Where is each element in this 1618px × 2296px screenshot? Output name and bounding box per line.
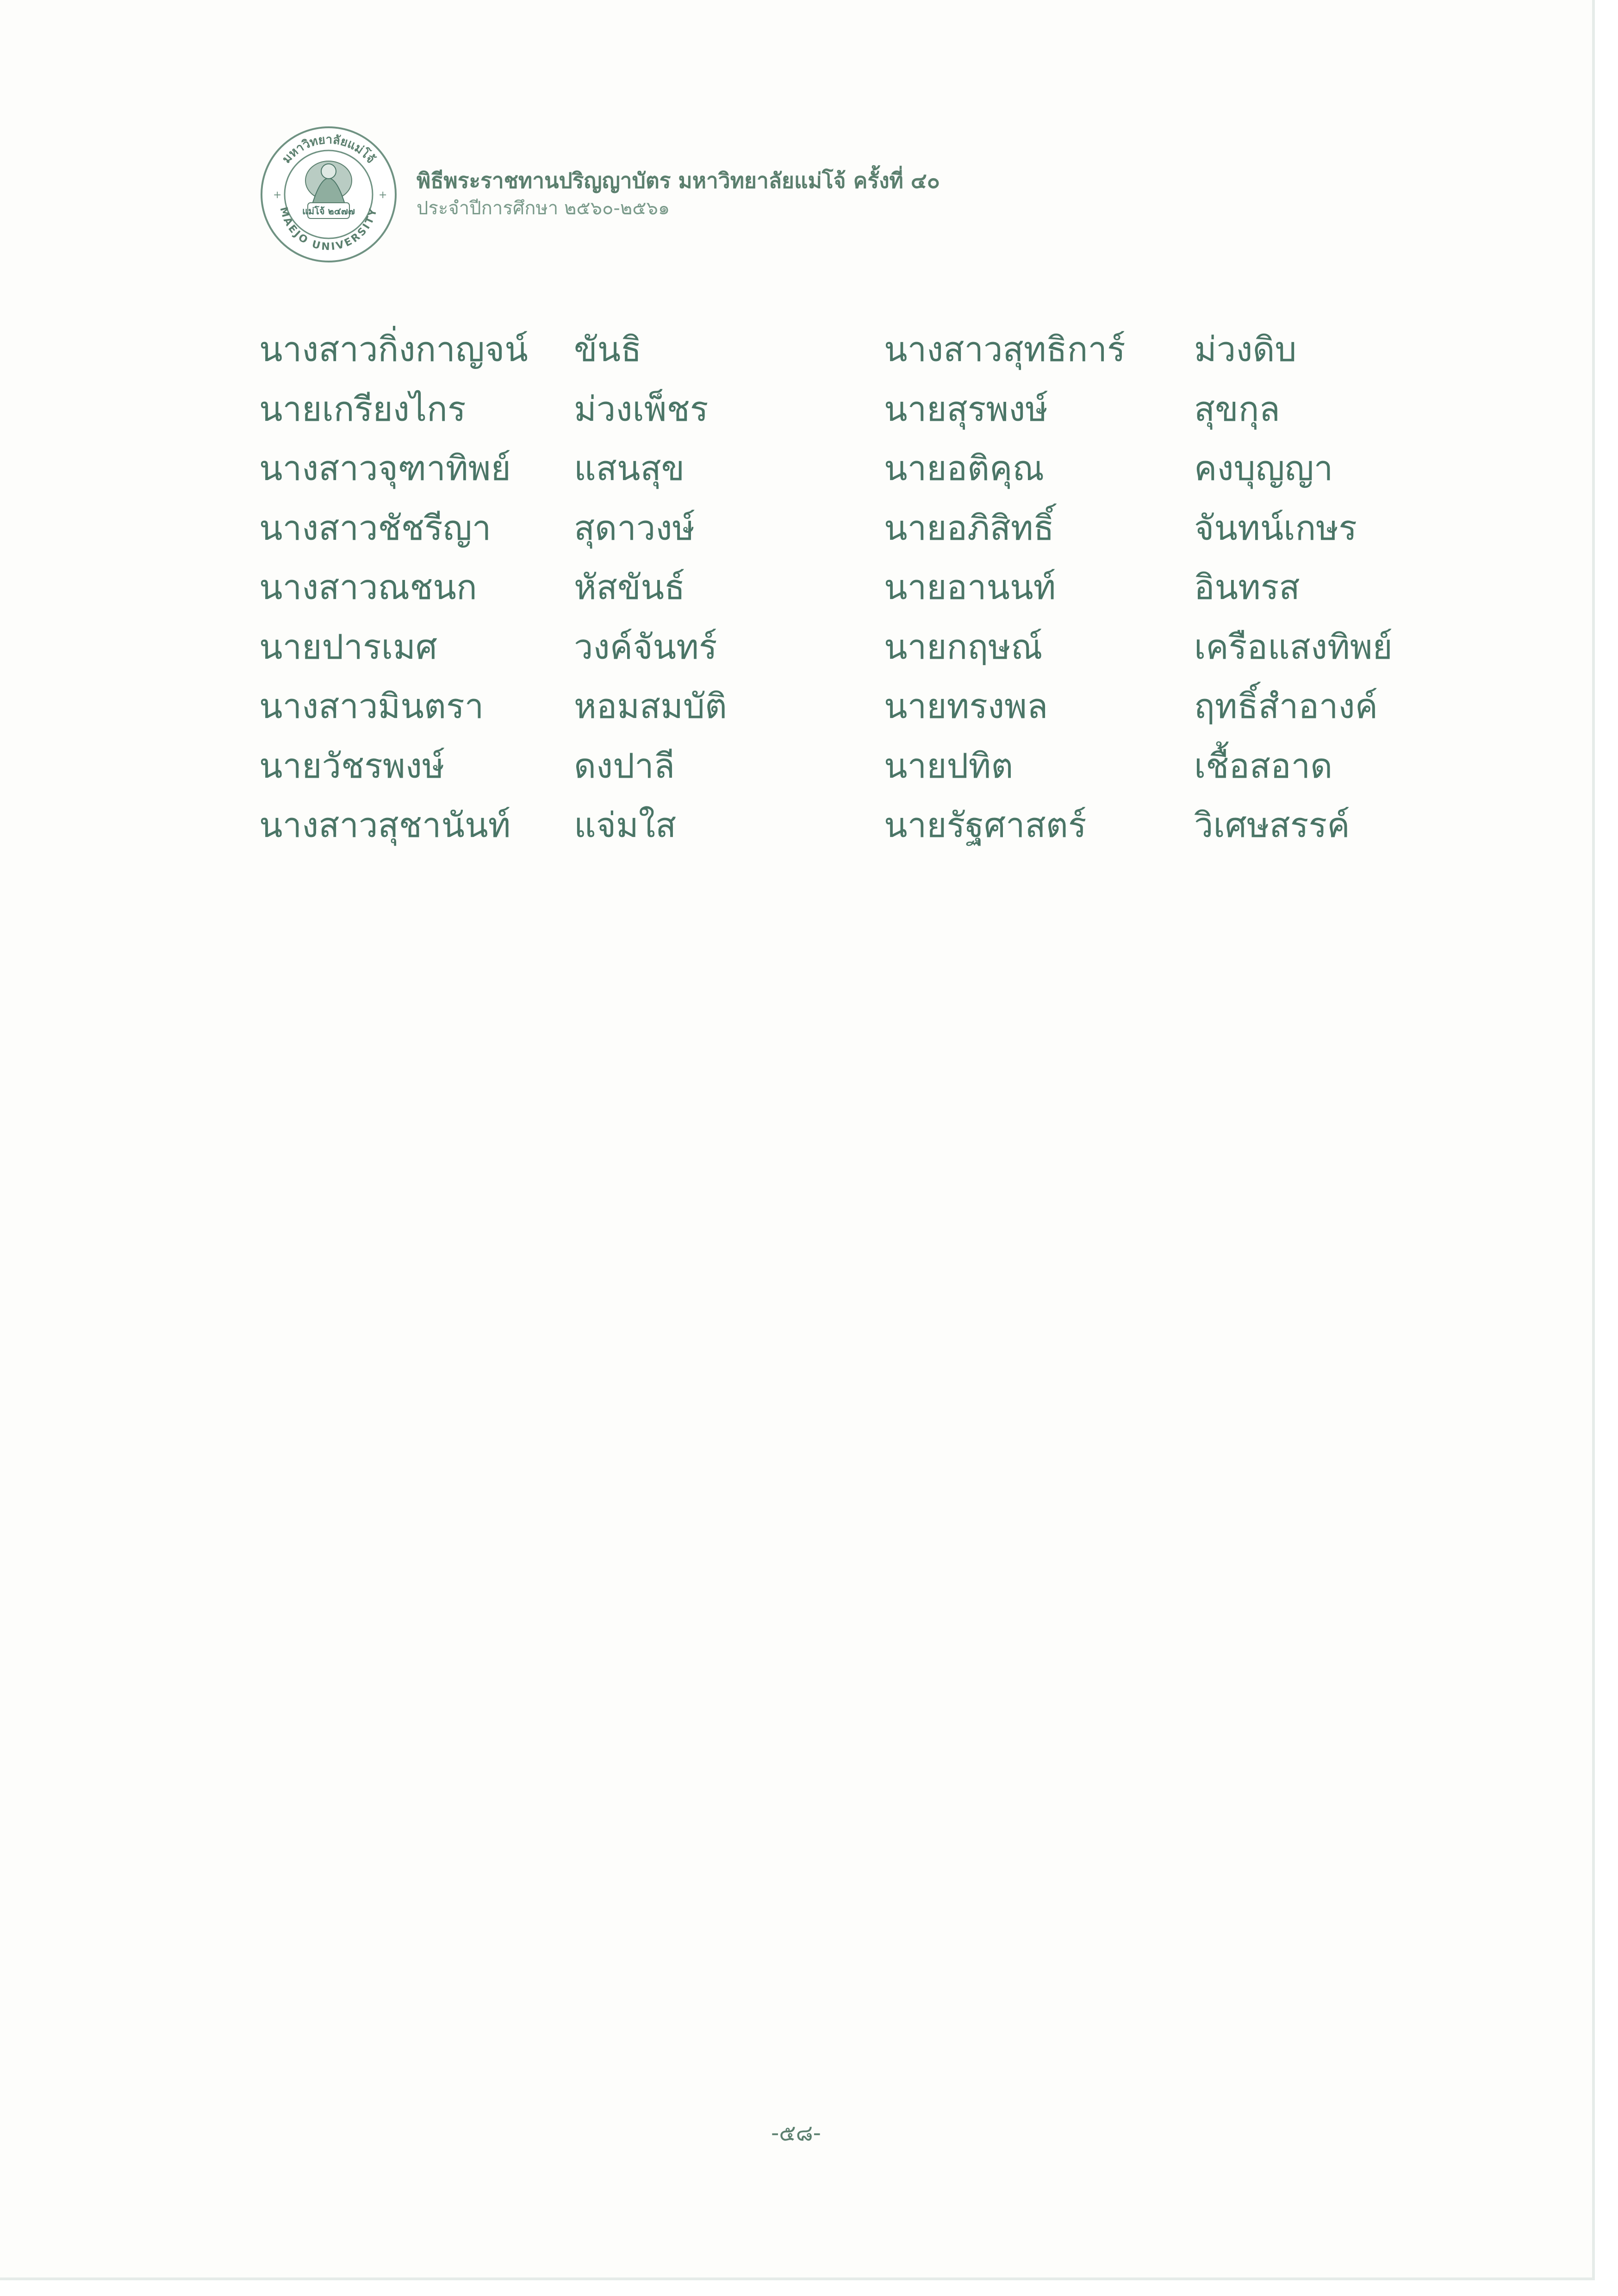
graduate-first-name: นางสาวจุฑาทิพย์ xyxy=(259,449,511,488)
graduate-first-name: นายรัฐศาสตร์ xyxy=(884,805,1087,845)
graduate-last-name: อินทรส xyxy=(1194,568,1300,607)
graduate-names-list xyxy=(259,324,1444,860)
ceremony-title: พิธีพระราชทานปริญญาบัตร มหาวิทยาลัยแม่โจ้ ครั้งที่ ๔๐ xyxy=(417,168,940,193)
graduate-last-name: ขันธิ xyxy=(574,330,642,369)
svg-text:MAEJO UNIVERSITY: MAEJO UNIVERSITY xyxy=(277,206,380,253)
graduate-last-name: เชื้อสอาด xyxy=(1194,746,1333,786)
graduate-last-name: วิเศษสรรค์ xyxy=(1194,805,1350,845)
graduate-last-name: ม่วงเพ็ชร xyxy=(574,389,709,429)
graduate-first-name: นายกฤษณ์ xyxy=(884,627,1043,667)
graduate-first-name: นายสุรพงษ์ xyxy=(884,389,1048,429)
graduate-last-name: ม่วงดิบ xyxy=(1194,330,1297,369)
graduate-first-name: นายอติคุณ xyxy=(884,449,1045,488)
graduate-last-name: วงค์จันทร์ xyxy=(574,627,717,667)
university-seal-logo xyxy=(259,125,398,264)
graduate-last-name: หัสขันธ์ xyxy=(574,568,685,607)
page-header xyxy=(259,125,1046,264)
graduate-first-name: นายปารเมศ xyxy=(259,627,437,667)
graduate-last-name: คงบุญญา xyxy=(1194,449,1333,488)
graduate-first-name: นางสาวชัชรีญา xyxy=(259,508,492,548)
graduate-last-name: เครือแสงทิพย์ xyxy=(1194,627,1393,667)
graduate-last-name: แสนสุข xyxy=(574,449,685,488)
svg-text:+: + xyxy=(379,189,387,201)
svg-text:มหาวิทยาลัยแม่โจ้: มหาวิทยาลัยแม่โจ้ xyxy=(280,132,378,166)
svg-text:แม่โจ้ ๒๔๗๗: แม่โจ้ ๒๔๗๗ xyxy=(302,206,355,217)
graduate-first-name: นายอานนท์ xyxy=(884,568,1056,607)
graduate-first-name: นางสาวกิ่งกาญจน์ xyxy=(259,330,528,369)
graduate-first-name: นางสาวสุทธิการ์ xyxy=(884,330,1126,369)
graduate-last-name: ฤทธิ์สำอางค์ xyxy=(1194,686,1378,726)
graduate-first-name: นางสาวสุชานันท์ xyxy=(259,805,511,845)
graduate-first-name: นายเกรียงไกร xyxy=(259,389,466,429)
graduate-first-name: นายทรงพล xyxy=(884,686,1048,726)
graduate-last-name: จันทน์เกษร xyxy=(1194,508,1357,548)
graduate-first-name: นางสาวมินตรา xyxy=(259,686,484,726)
graduate-last-name: สุดาวงษ์ xyxy=(574,508,695,548)
graduate-last-name: ดงปาลี xyxy=(574,746,675,786)
graduate-first-name: นายปทิต xyxy=(884,746,1014,786)
graduate-last-name: หอมสมบัติ xyxy=(574,686,727,726)
graduate-first-name: นายวัชรพงษ์ xyxy=(259,746,445,786)
graduate-first-name: นายอภิสิทธิ์ xyxy=(884,508,1054,548)
page-number: -๕๘- xyxy=(771,2120,821,2146)
graduate-last-name: สุขกุล xyxy=(1194,389,1280,429)
svg-text:+: + xyxy=(273,189,282,201)
header-text-block xyxy=(417,167,940,222)
academic-year-subtitle: ประจำปีการศึกษา ๒๕๖๐-๒๕๖๑ xyxy=(417,198,670,219)
graduate-last-name: แจ่มใส xyxy=(574,805,677,845)
graduate-first-name: นางสาวณชนก xyxy=(259,568,477,607)
